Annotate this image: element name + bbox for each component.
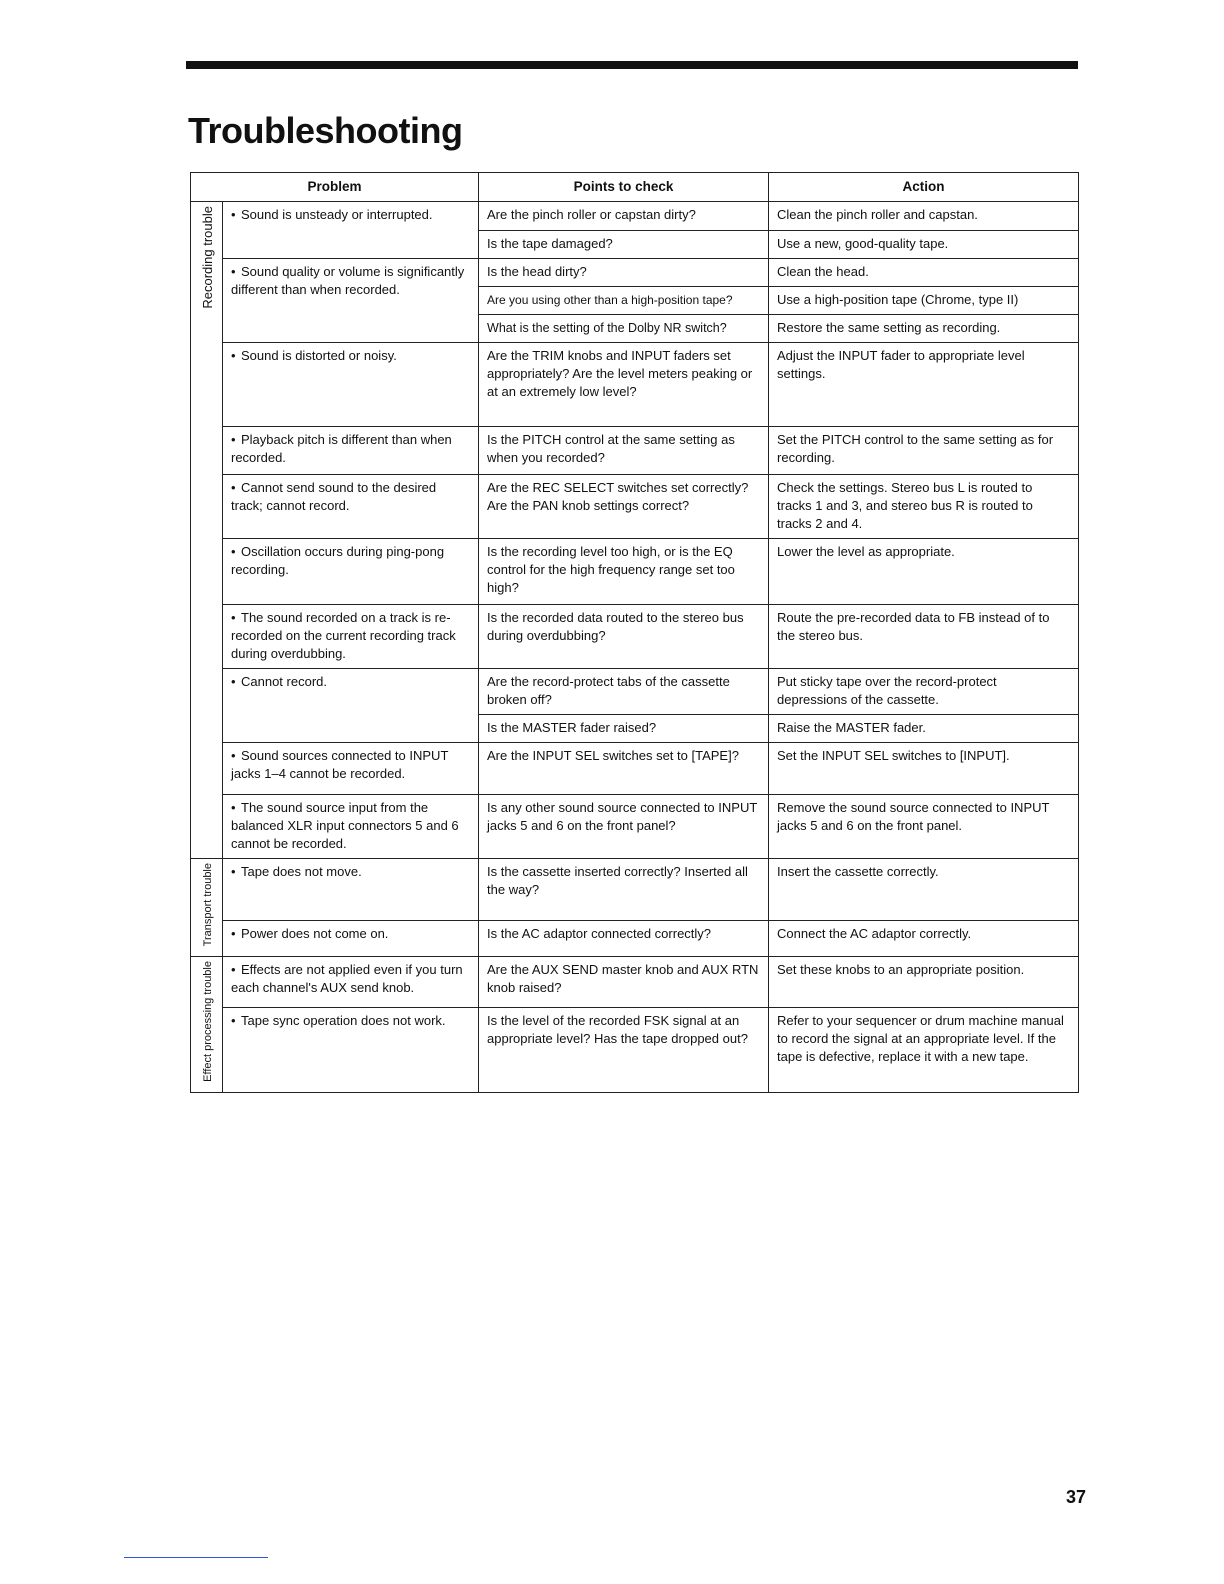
table-row [191,605,1079,669]
action-cell: Lower the level as appropriate. [769,539,1079,605]
problem-text: Tape does not move. [241,864,362,879]
point-cell: Are the REC SELECT switches set correctly? Are the PAN knob settings correct? [479,475,769,539]
point-cell: What is the setting of the Dolby NR switch? [479,315,769,343]
point-cell: Is the level of the recorded FSK signal at an appropriate level? Has the tape dropped out? [479,1007,769,1093]
action-cell: Set the PITCH control to the same setting as for recording. [769,427,1079,475]
header-problem: Problem [191,173,479,202]
point-cell: Are the AUX SEND master knob and AUX RTN knob raised? [479,957,769,1007]
table-row [191,743,1079,795]
action-cell: Adjust the INPUT fader to appropriate level settings. [769,343,1079,427]
point-cell: Is the AC adaptor connected correctly? [479,921,769,957]
point-cell: Are the pinch roller or capstan dirty? [479,202,769,231]
point-cell: Is the head dirty? [479,259,769,287]
point-cell: Is the recorded data routed to the stereo bus during overdubbing? [479,605,769,669]
problem-text: Sound quality or volume is significantly different than when recorded. [231,264,465,297]
action-cell: Refer to your sequencer or drum machine manual to record the signal at an appropriate level. If the tape is defective, replace it with a new tape. [769,1007,1079,1093]
table-row [191,795,1079,859]
table-row [191,427,1079,475]
point-cell: Is the recording level too high, or is the EQ control for the high frequency range set too high? [479,539,769,605]
action-cell: Check the settings. Stereo bus L is routed to tracks 1 and 3, and stereo bus R is routed to tracks 2 and 4. [769,475,1079,539]
header-action: Action [769,173,1079,202]
point-cell: Is the cassette inserted correctly? Inserted all the way? [479,859,769,921]
footer-rule [124,1557,268,1558]
problem-text: Sound is unsteady or interrupted. [241,207,433,222]
problem-cell: • Sound sources connected to INPUT jacks 1–4 cannot be recorded. [223,743,479,795]
table-row [191,669,1079,715]
problem-text: Sound is distorted or noisy. [241,348,397,363]
problem-text: Oscillation occurs during ping-pong recording. [231,544,445,577]
point-cell: Are you using other than a high-position tape? [479,287,769,315]
page-number: 37 [1066,1487,1087,1507]
action-cell: Set the INPUT SEL switches to [INPUT]. [769,743,1079,795]
point-cell: Are the record-protect tabs of the cassette broken off? [479,669,769,715]
table-row [191,475,1079,539]
header-points: Points to check [479,173,769,202]
point-cell: Is the PITCH control at the same setting as when you recorded? [479,427,769,475]
problem-cell: • Sound is unsteady or interrupted. [223,202,479,259]
problem-text: Playback pitch is different than when recorded. [231,432,452,465]
point-cell: Is the tape damaged? [479,231,769,259]
action-cell: Use a new, good-quality tape. [769,231,1079,259]
problem-text: Power does not come on. [241,926,389,942]
table-row [191,859,1079,921]
problem-cell: • Tape sync operation does not work. [223,1007,479,1093]
problem-text: Effects are not applied even if you turn each channel's AUX send knob. [231,962,463,996]
action-cell: Raise the MASTER fader. [769,715,1079,743]
problem-cell: • Cannot record. [223,669,479,743]
problem-cell: • Playback pitch is different than when recorded. [223,427,479,475]
action-cell: Insert the cassette correctly. [769,859,1079,921]
category-label: Recording trouble [200,206,215,309]
page-title: Troubleshooting [188,110,463,151]
action-cell: Route the pre-recorded data to FB instead of to the stereo bus. [769,605,1079,669]
table-row [191,202,1079,231]
action-cell: Put sticky tape over the record-protect depressions of the cassette. [769,669,1079,715]
table-header-row [191,173,1079,202]
problem-cell: • The sound recorded on a track is re-recorded on the current recording track during overdubbing. [223,605,479,669]
problem-cell: • Tape does not move. [223,859,479,921]
problem-text: Cannot send sound to the desired track; cannot record. [231,480,437,513]
point-cell: Are the INPUT SEL switches set to [TAPE]? [479,743,769,795]
problem-text: Cannot record. [241,674,327,689]
category-effect [191,957,223,1093]
point-cell: Is any other sound source connected to INPUT jacks 5 and 6 on the front panel? [479,795,769,859]
action-cell: Clean the pinch roller and capstan. [769,202,1079,231]
problem-cell: • Cannot send sound to the desired track; cannot record. [223,475,479,539]
action-cell: Clean the head. [769,259,1079,287]
problem-text: Sound sources connected to INPUT jacks 1–4 cannot be recorded. [231,748,449,781]
table-row [191,957,1079,1007]
problem-text: The sound source input from the balanced XLR input connectors 5 and 6 cannot be recorded. [231,800,459,851]
top-rule [186,61,1078,69]
table-row [191,1007,1079,1093]
action-cell: Use a high-position tape (Chrome, type II) [769,287,1079,315]
problem-text: Tape sync operation does not work. [241,1012,446,1028]
action-cell: Restore the same setting as recording. [769,315,1079,343]
category-transport [191,859,223,957]
problem-cell: • Sound quality or volume is significantly different than when recorded. [223,259,479,343]
action-cell: Connect the AC adaptor correctly. [769,921,1079,957]
table-row [191,539,1079,605]
point-cell: Are the TRIM knobs and INPUT faders set appropriately? Are the level meters peaking or at an extremely low level? [479,343,769,427]
action-cell: Remove the sound source connected to INPUT jacks 5 and 6 on the front panel. [769,795,1079,859]
troubleshooting-table [190,172,1079,1093]
table-row [191,921,1079,957]
table-row [191,343,1079,427]
problem-text: The sound recorded on a track is re-recorded on the current recording track during overdubbing. [231,610,456,661]
table-row [191,259,1079,287]
problem-cell: • Oscillation occurs during ping-pong recording. [223,539,479,605]
category-label: Transport trouble [202,863,214,947]
problem-cell: • The sound source input from the balanced XLR input connectors 5 and 6 cannot be recorded. [223,795,479,859]
problem-cell: • Effects are not applied even if you turn each channel's AUX send knob. [223,957,479,1007]
point-cell: Is the MASTER fader raised? [479,715,769,743]
category-label: Effect processing trouble [202,961,214,1083]
category-recording [191,202,223,859]
problem-cell: • Sound is distorted or noisy. [223,343,479,427]
action-cell: Set these knobs to an appropriate position. [769,957,1079,1007]
problem-cell: • Power does not come on. [223,921,479,957]
